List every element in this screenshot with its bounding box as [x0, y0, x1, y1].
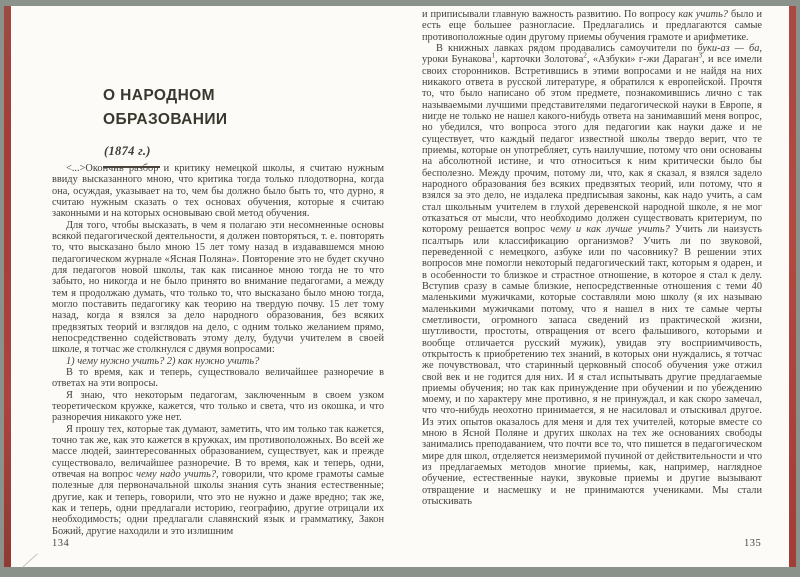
paragraph: 1) чему нужно учить? 2) как нужно учить? [66, 355, 260, 367]
paragraph: Я прошу тех, которые так думают, заметить, что им только так кажется, точно так же, как это кажется в кружках, им противоположных. Во всей же массе людей, заинтересованных образованием, существует, как и прежде существовало, величайшее разноречие. В то время, как и теперь, одни, отвечая на вопрос чему надо учить?, говорили, что кроме грамоты самые полезные для первоначальной школы знания суть знания естественные; другие, как и теперь, говорили, что это не нужно и даже вредно; так же, как и теперь, одни предлагали историю, географию, другие отрицали их необходимость; одни предлагали славянский язык и грамматику, Закон Божий, другие находили и это излишним [52, 423, 384, 537]
book-cover-edge-left [4, 6, 11, 567]
scan-crease-mark [22, 553, 38, 567]
paragraph: <...>Окончив разбор и критику немецкой школы, я считаю нужным ввиду высказанного мною, что критика тогда только плодотворна, когда она, осуждая, указывает на то, чем бы должно было быть то, что дурно, я считаю нужным сказать о тех основах обучения, которые я считаю законными и на которых основываю свой метод обучения. [52, 163, 384, 220]
paragraph: В книжных лавках рядом продавались самоучители по буки-аз — ба, уроки Бунакова$^1$, карточки Золотова$^2$, «Азбуки» г-жи Дараган$^3$, и все имели своих сторонников. Встретившись в этими вопросами и не найдя на них никакого ответа в русской литературе, я обратился к европейской. Прочтя то, что было написано об этом предмете, познакомившись лично с так называемыми лучшими представителями педагогической науки в Европе, я нигде не только не нашел какого-нибудь ответа на занимавший меня вопрос, но убедился, что вопроса этого для педагогии как науки даже и не существует, что каждый педагог известной школы твердо верит, что те приемы, которые он употребляет, суть наилучшие, потому что они основаны на абсолютной истине, и что относиться к ним критически было бы бесполезно. Между прочим, потому ли, что, как я сказал, я взялся задело народного образования без всяких предвзятых теорий, или потому, что я взялся за это дело, не издалека предписывая законы, как надо учить, а сам стал школьным учителем в глухой деревенской народной школе, я не мог отказаться от мысли, что необходимо должен существовать критериум, по которому решается вопрос чему и как лучше учить? Учить ли наизусть псалтырь или классификацию организмов? Учить ли по звуковой, переведенной с немецкого, азбуке или по часовнику? В решении этих вопросов мне помогли некоторый педагогический такт, которым я одарен, и в особенности то близкое и страстное отношение, в которое я стал к делу. Вступив сразу в самые близкие, непосредственные отношения с теми 40 маленькими мужичками, которые составляли мою школу (я их называю маленькими мужичками потому, что я нашел в них те самые черты сметливости, огромного запаса сведений из практической жизни, шутливости, простоты, отвращения от всего фальшивого, которыми и вообще отличается русский мужик), увидав эту восприимчивость, открытость к приобретению тех знаний, в которых они нуждались, я тотчас же почувствовал, что старинный церковный способ обучения уже отжил свой век и не годится для них. И я стал испытывать другие предлагаемые приемы обучения; но так как принуждение при обучении и по убеждению моему, и по характеру мне противно, я не принуждал, и как скоро замечал, что что-нибудь неохотно принимается, я не насиловал и отыскивал другое. Из этих опытов оказалось для меня и для тех учителей, которые вместе со мною в Ясной Поляне и других школах на тех же основаниях свободы занимались преподаванием, что почти все то, что пишется в педагогическом мире для школ, отделяется неизмеримой пучиной от действительности и что из предлагаемых методов многие приемы, как, например, наглядное обучение, естественные науки, звуковые приемы и другие вызывают отвращение и насмешку и не принимаются учениками. Мы стали отыскивать [422, 42, 763, 508]
chapter-title-line2: ОБРАЗОВАНИИ [103, 111, 228, 128]
chapter-title [103, 84, 227, 168]
page-number-right: 135 [744, 538, 762, 549]
paragraph: Для того, чтобы высказать, в чем я полагаю эти несомненные основы всякой педагогической деятельности, я должен повторяться, т. е. повторять то, что высказано было мною 15 лет тому назад в издававшемся мною педагогическом журнале «Ясная Поляна». Повторение это не будет скучно для педагогов новой школы, так как писанное мною тогда не то что забыто, но никогда и не было принято во внимание педагогами, а между тем я продолжаю думать, что только то, что высказано было мною тогда, могло поставить педагогику как теорию на твердую почву. 15 лет тому назад, когда я взялся за дело народного образования, без всяких предвзятых теорий и взглядов на дело, с одним только желанием прямо, непосредственно содействовать этому делу, будучи учителем в своей школе, я тотчас же столкнулся с двумя вопросами: [52, 219, 384, 356]
left-page-text [52, 163, 384, 537]
right-page-text [422, 9, 762, 507]
paragraph: Я знаю, что некоторым педагогам, заключенным в своем узком теоретическом кружке, кажется, что только и света, что из окошка, и что разноречия никакого уже нет. [52, 389, 384, 424]
paragraph: В то время, как и теперь, существовало величайшее разноречие в ответах на эти вопросы. [52, 366, 384, 390]
book-cover-edge-right [789, 6, 796, 567]
page-number-left: 134 [52, 538, 70, 549]
chapter-date: (1874 г.) [103, 139, 160, 168]
chapter-title-line1: О НАРОДНОМ [103, 87, 215, 104]
paragraph: и приписывали главную важность развитию. По вопросу как учить? было и есть еще большее разногласие. Предлагались и предлагаются самые противоположные один другому приемы обучения грамоте и арифметике. [422, 9, 762, 43]
